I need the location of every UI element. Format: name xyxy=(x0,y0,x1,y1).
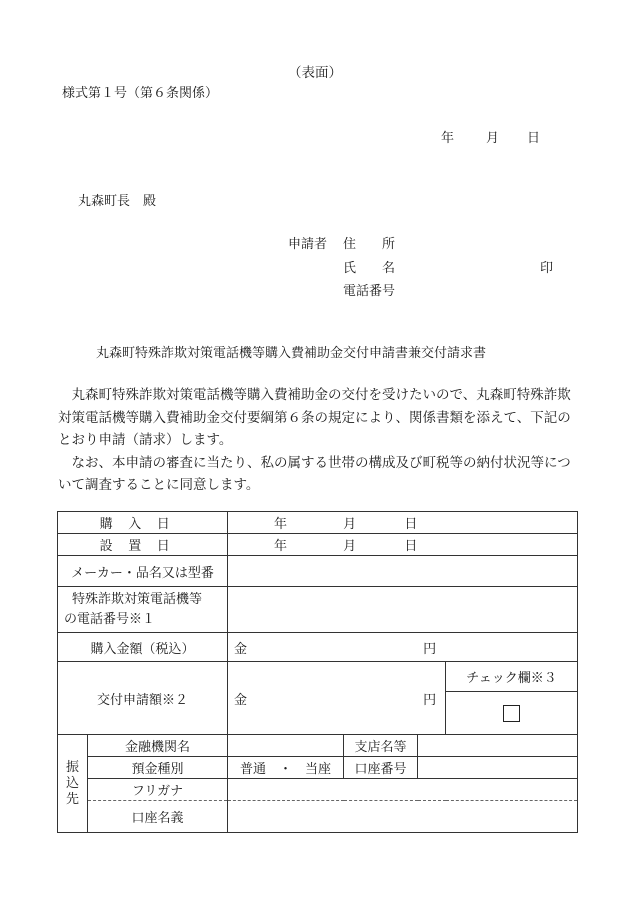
row-maker xyxy=(58,556,578,587)
row-purchase-date xyxy=(58,512,578,534)
deposit-type-label: 預金種別 xyxy=(88,757,228,779)
maker-field[interactable] xyxy=(228,556,578,587)
account-holder-label: 口座名義 xyxy=(88,801,228,833)
transfer-label: 振込先 xyxy=(58,735,88,833)
row-phone-number xyxy=(58,587,578,633)
addressee: 丸森町長 殿 xyxy=(78,194,157,209)
deposit-type-options[interactable]: 普通 ・ 当座 xyxy=(228,757,344,779)
name-label: 氏 名 xyxy=(343,261,396,276)
phone-label: 電話番号 xyxy=(343,284,396,299)
row-bank xyxy=(58,735,578,757)
account-number-field[interactable] xyxy=(418,757,578,779)
purchase-amount-field[interactable]: 金 円 xyxy=(228,633,578,662)
row-grant-amount-top xyxy=(58,662,578,692)
purchase-amount-label: 購入金額（税込） xyxy=(58,633,228,662)
row-install-date xyxy=(58,534,578,556)
bank-name-label: 金融機関名 xyxy=(88,735,228,757)
branch-name-field[interactable] xyxy=(418,735,578,757)
phone-number-label: 特殊詐欺対策電話機等 の電話番号※１ xyxy=(58,587,228,633)
form-number: 様式第１号（第６条関係） xyxy=(62,86,219,101)
phone-number-field[interactable] xyxy=(228,587,578,633)
check-box[interactable] xyxy=(503,705,520,722)
branch-name-label: 支店名等 xyxy=(344,735,418,757)
seal-mark: 印 xyxy=(540,261,554,276)
account-number-label: 口座番号 xyxy=(344,757,418,779)
document-title: 丸森町特殊詐欺対策電話機等購入費補助金交付申請書兼交付請求書 xyxy=(96,346,487,361)
body-paragraph-1: 丸森町特殊詐欺対策電話機等購入費補助金の交付を受けたいので、丸森町特殊詐欺対策電話機等購入費補助金交付要綱第６条の規定により、関係書類を添えて、下記のとおり申請（請求）します。 xyxy=(58,387,571,448)
furigana-label: フリガナ xyxy=(88,779,228,801)
grant-amount-field[interactable]: 金 円 xyxy=(228,662,446,735)
install-date-label: 設置日 xyxy=(58,534,228,556)
date-year: 年 xyxy=(441,131,455,146)
side-label: （表面） xyxy=(288,65,342,81)
bank-name-field[interactable] xyxy=(228,735,344,757)
purchase-date-field[interactable]: 年 月 日 xyxy=(228,512,578,534)
check-header: チェック欄※３ xyxy=(446,662,578,692)
row-account-holder xyxy=(58,801,578,833)
row-deposit-type xyxy=(58,757,578,779)
applicant-label: 申請者 xyxy=(288,237,328,252)
check-cell xyxy=(446,692,578,735)
body-paragraph-2: なお、本申請の審査に当たり、私の属する世帯の構成及び町税等の納付状況等について調査することに同意します。 xyxy=(58,454,571,493)
grant-amount-label: 交付申請額※２ xyxy=(58,662,228,735)
row-purchase-amount xyxy=(58,633,578,662)
purchase-date-label: 購入日 xyxy=(58,512,228,534)
body-text xyxy=(58,384,580,497)
install-date-field[interactable]: 年 月 日 xyxy=(228,534,578,556)
date-day: 日 xyxy=(527,131,541,146)
address-label: 住 所 xyxy=(343,237,396,252)
account-holder-field[interactable] xyxy=(228,801,578,833)
row-furigana xyxy=(58,779,578,801)
date-month: 月 xyxy=(486,131,500,146)
application-table xyxy=(57,511,578,833)
furigana-field[interactable] xyxy=(228,779,578,801)
maker-label: メーカー・品名又は型番 xyxy=(58,556,228,587)
